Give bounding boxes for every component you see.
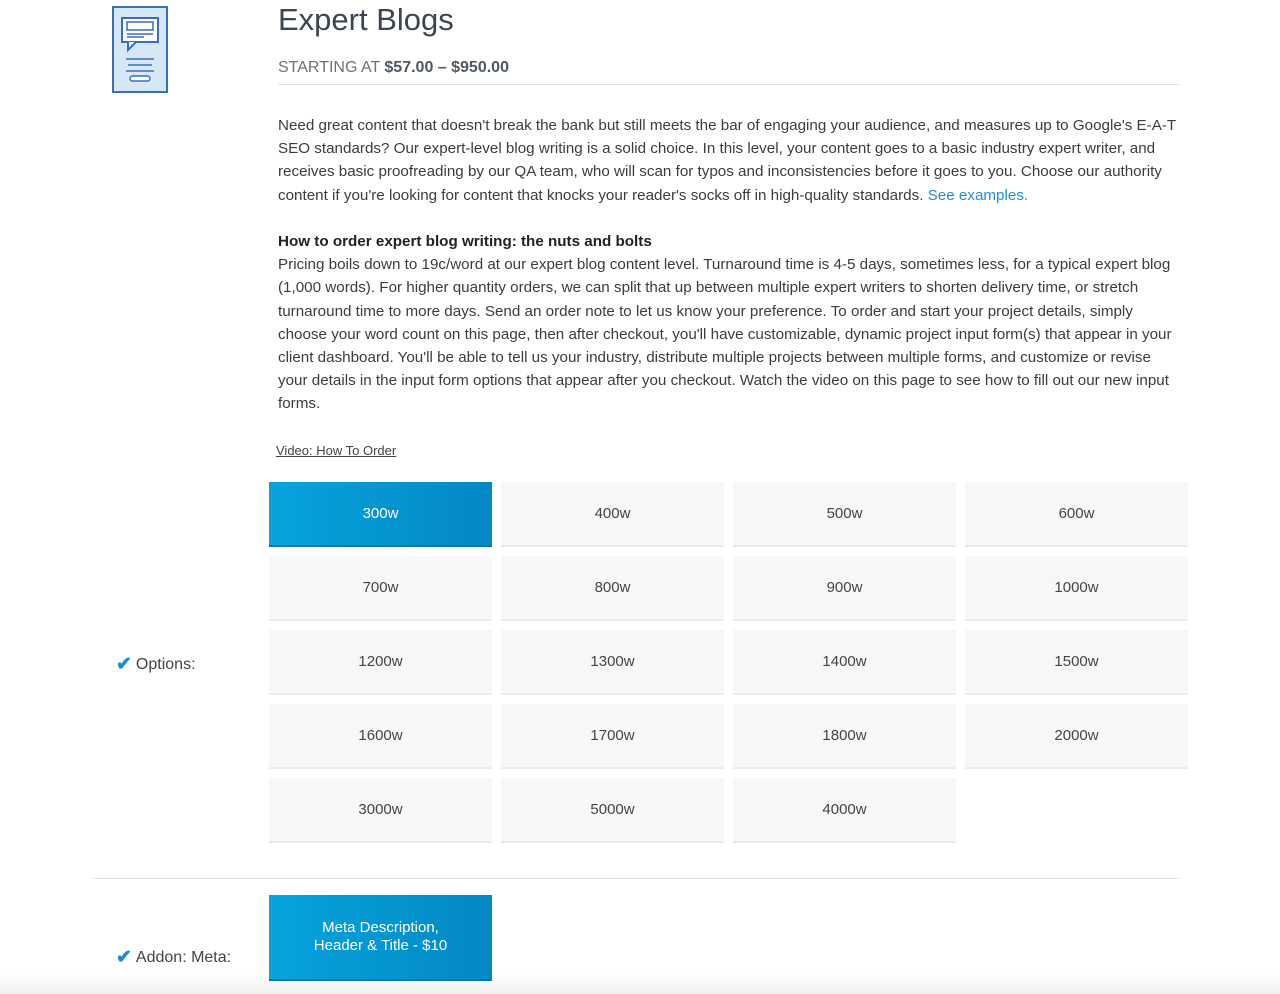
see-examples-link[interactable]: See examples. [927, 186, 1029, 204]
option-3000w[interactable]: 3000w [269, 778, 492, 843]
bottom-fade [0, 975, 1280, 994]
word-count-options [269, 482, 1188, 843]
price-range [278, 59, 509, 77]
checkmark-icon: ✔ [116, 654, 132, 675]
description-text: Need great content that doesn't break the bank but still meets the bar of engaging your audience, and measures up to Google's E-A-T SEO standards? Our expert-level blog writing is a solid choice. In this level, your content goes to a basic industry expert writer, and receives basic proofreading by our QA team, who will scan for typos and inconsistencies before it goes to you. Choose our authority content if you're looking for content that knocks your reader's socks off in high-quality standards. [278, 117, 1176, 204]
how-to-heading: How to order expert blog writing: the nuts and bolts [278, 233, 652, 250]
video-how-to-order-link[interactable]: Video: How To Order [276, 443, 397, 458]
option-400w[interactable]: 400w [501, 482, 724, 547]
options-label-text: Options: [135, 655, 196, 673]
option-300w[interactable]: 300w [269, 482, 492, 547]
option-1400w[interactable]: 1400w [733, 630, 956, 695]
checkmark-icon: ✔ [116, 947, 132, 968]
how-to-text: Pricing boils down to 19c/word at our expert blog content level. Turnaround time is 4-5 days, sometimes less, for a typical expert blog (1,000 words). For higher quantity orders, we can split that up between multiple expert writers to shorten delivery time, or stretch turnaround time to more days. Send an order note to let us know your preference. To order and start your project details, simply choose your word count on this page, then after checkout, you'll have customizable, dynamic project input form(s) that appear in your client dashboard. You'll be able to tell us your industry, distribute multiple projects between multiple forms, and customize or revise your details in the input form options that appear after you checkout. Watch the video on this page to see how to fill out our new input forms. [278, 256, 1172, 413]
addon-meta-button[interactable]: Meta Description, Header & Title - $10 [269, 895, 492, 981]
product-description [278, 114, 1183, 207]
option-4000w[interactable]: 4000w [733, 778, 956, 843]
price-value: $57.00 – $950.00 [384, 59, 509, 76]
option-900w[interactable]: 900w [733, 556, 956, 621]
addon-label [116, 946, 231, 969]
option-1000w[interactable]: 1000w [965, 556, 1188, 621]
option-1600w[interactable]: 1600w [269, 704, 492, 769]
option-1800w[interactable]: 1800w [733, 704, 956, 769]
option-1500w[interactable]: 1500w [965, 630, 1188, 695]
option-600w[interactable]: 600w [965, 482, 1188, 547]
divider [278, 84, 1179, 85]
price-prefix: STARTING AT [278, 59, 380, 76]
option-1200w[interactable]: 1200w [269, 630, 492, 695]
how-to-order-section [278, 230, 1183, 416]
option-700w[interactable]: 700w [269, 556, 492, 621]
option-1300w[interactable]: 1300w [501, 630, 724, 695]
option-800w[interactable]: 800w [501, 556, 724, 621]
option-1700w[interactable]: 1700w [501, 704, 724, 769]
option-5000w[interactable]: 5000w [501, 778, 724, 843]
page-title: Expert Blogs [278, 2, 454, 37]
option-2000w[interactable]: 2000w [965, 704, 1188, 769]
blog-document-icon [112, 6, 168, 93]
option-500w[interactable]: 500w [733, 482, 956, 547]
addon-label-text: Addon: Meta: [135, 948, 232, 966]
options-label [116, 653, 196, 676]
divider [93, 878, 1179, 879]
